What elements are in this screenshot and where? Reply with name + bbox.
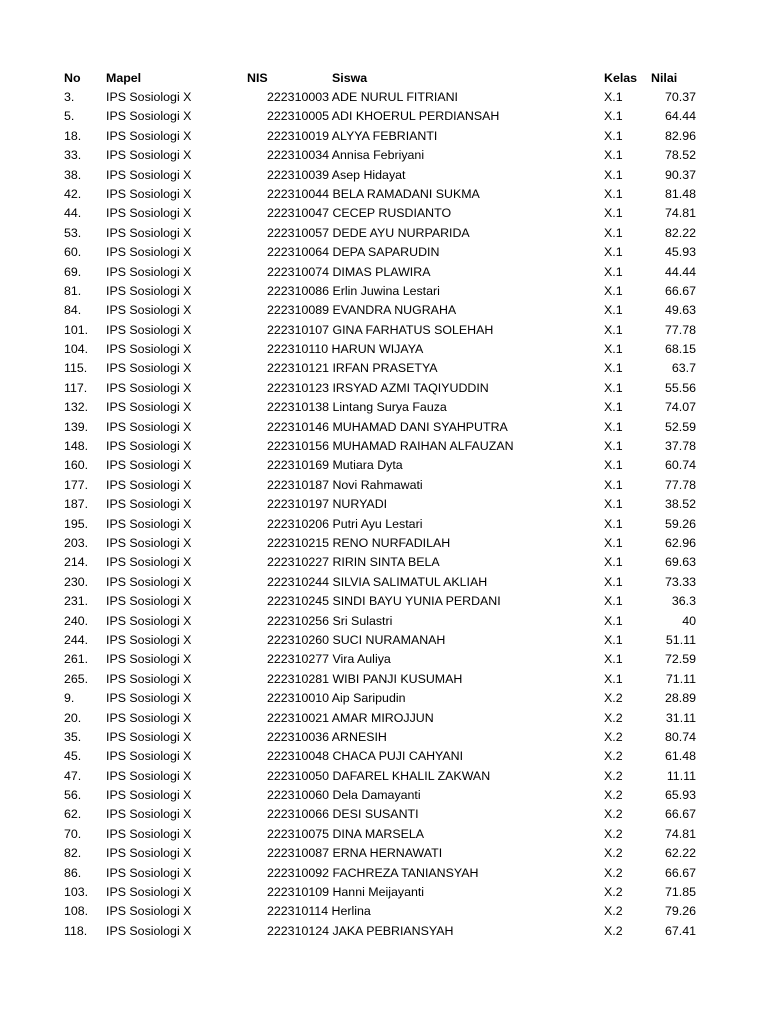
table-row (0, 534, 768, 553)
header-kelas: Kelas (604, 71, 638, 85)
cell-nilai: 37.78 (664, 439, 696, 454)
cell-mapel: IPS Sosiologi X (106, 574, 192, 589)
cell-no: 86. (64, 865, 82, 880)
table-row (0, 263, 768, 282)
cell-nilai: 71.11 (665, 671, 696, 686)
cell-nis-siswa: 222310005 ADI KHOERUL PERDIANSAH (267, 109, 500, 124)
cell-mapel: IPS Sosiologi X (106, 865, 192, 880)
table-row (0, 883, 768, 902)
cell-nis-siswa: 222310047 CECEP RUSDIANTO (267, 206, 452, 221)
cell-nilai: 66.67 (664, 283, 696, 298)
cell-nilai: 38.52 (664, 497, 696, 512)
cell-nilai: 70.37 (664, 90, 696, 104)
cell-nilai: 28.89 (664, 691, 696, 706)
table-row (0, 864, 768, 883)
table-row (0, 301, 768, 320)
cell-kelas: X.2 (604, 826, 623, 841)
table-row (0, 340, 768, 359)
cell-nilai: 40 (682, 613, 696, 628)
header-nis: NIS (247, 71, 268, 85)
cell-kelas: X.1 (604, 264, 623, 279)
cell-nilai: 78.52 (664, 148, 696, 163)
cell-nilai: 74.07 (664, 400, 696, 415)
table-row (0, 553, 768, 572)
cell-mapel: IPS Sosiologi X (106, 167, 192, 182)
cell-mapel: IPS Sosiologi X (106, 303, 192, 318)
cell-no: 108. (64, 904, 89, 919)
cell-no: 33. (64, 148, 82, 163)
cell-mapel: IPS Sosiologi X (106, 885, 192, 900)
cell-mapel: IPS Sosiologi X (106, 652, 192, 667)
table-row (0, 515, 768, 534)
cell-no: 244. (64, 632, 89, 647)
cell-no: 104. (64, 342, 89, 357)
cell-no: 18. (64, 128, 82, 143)
table-row (0, 728, 768, 747)
cell-no: 103. (64, 885, 89, 900)
cell-mapel: IPS Sosiologi X (106, 283, 192, 298)
cell-kelas: X.1 (604, 594, 623, 609)
table-row (0, 224, 768, 243)
cell-nis-siswa: 222310086 Erlin Juwina Lestari (267, 283, 440, 298)
cell-nis-siswa: 222310021 AMAR MIROJJUN (267, 710, 434, 725)
cell-no: 47. (64, 768, 82, 783)
cell-nilai: 51.11 (665, 632, 696, 647)
cell-nilai: 69.63 (664, 555, 696, 570)
cell-kelas: X.2 (604, 710, 623, 725)
cell-kelas: X.2 (604, 749, 623, 764)
cell-nis-siswa: 222310110 HARUN WIJAYA (267, 342, 424, 357)
cell-nis-siswa: 222310244 SILVIA SALIMATUL AKLIAH (267, 574, 488, 589)
cell-nilai: 74.81 (664, 206, 696, 221)
table-row (0, 476, 768, 495)
cell-nis-siswa: 222310039 Asep Hidayat (267, 167, 406, 182)
cell-nilai: 11.11 (666, 768, 696, 783)
cell-kelas: X.2 (604, 846, 623, 861)
table-row (0, 437, 768, 456)
cell-kelas: X.1 (604, 632, 623, 647)
cell-no: 81. (64, 283, 82, 298)
cell-no: 20. (64, 710, 82, 725)
cell-nilai: 64.44 (664, 109, 696, 124)
cell-nis-siswa: 222310064 DEPA SAPARUDIN (267, 245, 440, 260)
cell-no: 214. (64, 555, 89, 570)
cell-nilai: 80.74 (664, 729, 696, 744)
cell-mapel: IPS Sosiologi X (106, 671, 192, 686)
cell-nilai: 59.26 (664, 516, 696, 531)
cell-mapel: IPS Sosiologi X (106, 613, 192, 628)
cell-nis-siswa: 222310034 Annisa Febriyani (267, 148, 425, 163)
cell-no: 139. (64, 419, 89, 434)
table-row (0, 166, 768, 185)
cell-kelas: X.2 (604, 788, 623, 803)
cell-no: 70. (64, 826, 82, 841)
table-row (0, 107, 768, 126)
cell-no: 148. (64, 439, 89, 454)
table-row (0, 709, 768, 728)
header-row (0, 68, 768, 88)
cell-nilai: 67.41 (664, 923, 696, 938)
table-row (0, 922, 768, 941)
cell-kelas: X.2 (604, 904, 623, 919)
table-row (0, 243, 768, 262)
table-row (0, 786, 768, 805)
cell-kelas: X.2 (604, 885, 623, 900)
cell-nilai: 62.96 (664, 535, 696, 550)
cell-mapel: IPS Sosiologi X (106, 555, 192, 570)
cell-kelas: X.1 (604, 574, 623, 589)
cell-mapel: IPS Sosiologi X (106, 361, 192, 376)
table-row (0, 146, 768, 165)
cell-no: 187. (64, 497, 89, 512)
table-row (0, 592, 768, 611)
cell-mapel: IPS Sosiologi X (106, 632, 192, 647)
table-row (0, 418, 768, 437)
cell-mapel: IPS Sosiologi X (106, 186, 192, 201)
cell-no: 177. (64, 477, 89, 492)
cell-kelas: X.2 (604, 923, 623, 938)
cell-nilai: 45.93 (664, 245, 696, 260)
cell-mapel: IPS Sosiologi X (106, 419, 192, 434)
cell-mapel: IPS Sosiologi X (106, 826, 192, 841)
cell-no: 101. (64, 322, 89, 337)
cell-mapel: IPS Sosiologi X (106, 923, 192, 938)
cell-kelas: X.2 (604, 865, 623, 880)
cell-mapel: IPS Sosiologi X (106, 516, 192, 531)
cell-no: 203. (64, 535, 89, 550)
cell-mapel: IPS Sosiologi X (106, 846, 192, 861)
cell-mapel: IPS Sosiologi X (106, 342, 192, 357)
cell-nilai: 66.67 (664, 865, 696, 880)
table-row (0, 573, 768, 592)
cell-nis-siswa: 222310138 Lintang Surya Fauza (267, 400, 447, 415)
cell-kelas: X.1 (604, 225, 623, 240)
cell-mapel: IPS Sosiologi X (106, 691, 192, 706)
cell-kelas: X.1 (604, 497, 623, 512)
cell-nis-siswa: 222310260 SUCI NURAMANAH (267, 632, 446, 647)
cell-kelas: X.2 (604, 729, 623, 744)
cell-nilai: 55.56 (664, 380, 696, 395)
cell-nis-siswa: 222310215 RENO NURFADILAH (267, 535, 451, 550)
table-row (0, 185, 768, 204)
table-row (0, 456, 768, 475)
cell-mapel: IPS Sosiologi X (106, 439, 192, 454)
cell-mapel: IPS Sosiologi X (106, 245, 192, 260)
table-row (0, 127, 768, 146)
cell-no: 56. (64, 788, 82, 803)
table-row (0, 650, 768, 669)
cell-no: 38. (64, 167, 82, 182)
cell-nis-siswa: 222310206 Putri Ayu Lestari (267, 516, 423, 531)
cell-kelas: X.1 (604, 380, 623, 395)
cell-no: 3. (64, 90, 75, 104)
table-row (0, 612, 768, 631)
cell-nis-siswa: 222310277 Vira Auliya (267, 652, 391, 667)
table-row (0, 495, 768, 514)
cell-nilai: 52.59 (664, 419, 696, 434)
cell-mapel: IPS Sosiologi X (106, 380, 192, 395)
table-row (0, 767, 768, 786)
cell-no: 5. (64, 109, 75, 124)
cell-kelas: X.1 (604, 322, 623, 337)
cell-nis-siswa: 222310092 FACHREZA TANIANSYAH (267, 865, 479, 880)
cell-nis-siswa: 222310087 ERNA HERNAWATI (267, 846, 443, 861)
cell-nilai: 31.11 (665, 710, 696, 725)
table-row (0, 321, 768, 340)
cell-no: 240. (64, 613, 89, 628)
cell-kelas: X.1 (604, 128, 623, 143)
cell-nis-siswa: 222310256 Sri Sulastri (267, 613, 393, 628)
table-row (0, 379, 768, 398)
cell-nis-siswa: 222310010 Aip Saripudin (267, 691, 406, 706)
cell-kelas: X.1 (604, 516, 623, 531)
cell-nilai: 77.78 (664, 477, 696, 492)
cell-no: 9. (64, 691, 75, 706)
cell-mapel: IPS Sosiologi X (106, 594, 192, 609)
cell-nis-siswa: 222310109 Hanni Meijayanti (267, 885, 425, 900)
cell-nilai: 82.96 (664, 128, 696, 143)
cell-nis-siswa: 222310281 WIBI PANJI KUSUMAH (267, 671, 463, 686)
cell-mapel: IPS Sosiologi X (106, 768, 192, 783)
cell-mapel: IPS Sosiologi X (106, 535, 192, 550)
cell-nis-siswa: 222310169 Mutiara Dyta (267, 458, 403, 473)
cell-kelas: X.1 (604, 458, 623, 473)
cell-kelas: X.1 (604, 303, 623, 318)
cell-mapel: IPS Sosiologi X (106, 128, 192, 143)
cell-mapel: IPS Sosiologi X (106, 729, 192, 744)
cell-mapel: IPS Sosiologi X (106, 788, 192, 803)
cell-no: 231. (64, 594, 89, 609)
cell-kelas: X.1 (604, 535, 623, 550)
cell-kelas: X.2 (604, 691, 623, 706)
cell-mapel: IPS Sosiologi X (106, 225, 192, 240)
cell-kelas: X.1 (604, 206, 623, 221)
cell-kelas: X.1 (604, 90, 623, 104)
cell-nis-siswa: 222310019 ALYYA FEBRIANTI (267, 128, 438, 143)
cell-nilai: 68.15 (664, 342, 696, 357)
table-row (0, 902, 768, 921)
cell-nis-siswa: 222310156 MUHAMAD RAIHAN ALFAUZAN (267, 439, 514, 454)
cell-nilai: 66.67 (664, 807, 696, 822)
cell-kelas: X.1 (604, 361, 623, 376)
cell-mapel: IPS Sosiologi X (106, 90, 192, 104)
cell-nis-siswa: 222310074 DIMAS PLAWIRA (267, 264, 431, 279)
table-row (0, 631, 768, 650)
cell-no: 117. (64, 380, 88, 395)
cell-kelas: X.1 (604, 186, 623, 201)
cell-no: 84. (64, 303, 82, 318)
table-row (0, 282, 768, 301)
cell-nilai: 44.44 (664, 264, 696, 279)
cell-nis-siswa: 222310121 IRFAN PRASETYA (267, 361, 438, 376)
cell-mapel: IPS Sosiologi X (106, 458, 192, 473)
cell-nis-siswa: 222310060 Dela Damayanti (267, 788, 421, 803)
cell-nis-siswa: 222310123 IRSYAD AZMI TAQIYUDDIN (267, 380, 489, 395)
cell-no: 132. (64, 400, 89, 415)
cell-nilai: 63.7 (671, 361, 696, 376)
table-row (0, 825, 768, 844)
cell-no: 195. (64, 516, 89, 531)
table-row (0, 204, 768, 223)
table-row (0, 670, 768, 689)
cell-kelas: X.1 (604, 148, 623, 163)
cell-nilai: 65.93 (664, 788, 696, 803)
cell-mapel: IPS Sosiologi X (106, 400, 192, 415)
table-row (0, 88, 768, 107)
table-row (0, 359, 768, 378)
cell-nis-siswa: 222310050 DAFAREL KHALIL ZAKWAN (267, 768, 491, 783)
table-row (0, 689, 768, 708)
cell-nis-siswa: 222310089 EVANDRA NUGRAHA (267, 303, 457, 318)
table-row (0, 747, 768, 766)
cell-nis-siswa: 222310057 DEDE AYU NURPARIDA (267, 225, 470, 240)
header-no: No (64, 71, 81, 85)
cell-no: 69. (64, 264, 82, 279)
cell-no: 115. (64, 361, 88, 376)
cell-kelas: X.1 (604, 342, 623, 357)
cell-kelas: X.1 (604, 245, 623, 260)
table-row (0, 844, 768, 863)
table-body (0, 88, 768, 941)
cell-mapel: IPS Sosiologi X (106, 477, 192, 492)
table-row (0, 398, 768, 417)
cell-kelas: X.1 (604, 477, 623, 492)
cell-kelas: X.1 (604, 613, 623, 628)
cell-kelas: X.1 (604, 671, 623, 686)
cell-nilai: 49.63 (664, 303, 696, 318)
cell-kelas: X.1 (604, 167, 623, 182)
cell-nilai: 82.22 (664, 225, 696, 240)
header-mapel: Mapel (106, 71, 142, 85)
cell-mapel: IPS Sosiologi X (106, 206, 192, 221)
cell-kelas: X.1 (604, 283, 623, 298)
cell-no: 44. (64, 206, 82, 221)
cell-no: 35. (64, 729, 82, 744)
cell-mapel: IPS Sosiologi X (106, 109, 192, 124)
cell-nis-siswa: 222310146 MUHAMAD DANI SYAHPUTRA (267, 419, 508, 434)
cell-mapel: IPS Sosiologi X (106, 148, 192, 163)
cell-nilai: 36.3 (671, 594, 696, 609)
cell-mapel: IPS Sosiologi X (106, 264, 192, 279)
grade-sheet (0, 68, 768, 941)
cell-no: 53. (64, 225, 82, 240)
cell-kelas: X.2 (604, 768, 623, 783)
cell-nis-siswa: 222310048 CHACA PUJI CAHYANI (267, 749, 464, 764)
cell-nis-siswa: 222310124 JAKA PEBRIANSYAH (267, 923, 454, 938)
cell-nilai: 77.78 (664, 322, 696, 337)
cell-nilai: 60.74 (664, 458, 696, 473)
cell-no: 118. (64, 923, 88, 938)
cell-no: 265. (64, 671, 89, 686)
cell-mapel: IPS Sosiologi X (106, 322, 192, 337)
cell-no: 60. (64, 245, 82, 260)
cell-mapel: IPS Sosiologi X (106, 904, 192, 919)
cell-nis-siswa: 222310227 RIRIN SINTA BELA (267, 555, 440, 570)
cell-no: 42. (64, 186, 82, 201)
cell-nilai: 90.37 (664, 167, 696, 182)
cell-mapel: IPS Sosiologi X (106, 497, 192, 512)
cell-kelas: X.1 (604, 419, 623, 434)
cell-nis-siswa: 222310187 Novi Rahmawati (267, 477, 423, 492)
cell-kelas: X.1 (604, 400, 623, 415)
cell-nis-siswa: 222310003 ADE NURUL FITRIANI (267, 90, 458, 104)
cell-kelas: X.2 (604, 807, 623, 822)
cell-nis-siswa: 222310107 GINA FARHATUS SOLEHAH (267, 322, 494, 337)
cell-nis-siswa: 222310044 BELA RAMADANI SUKMA (267, 186, 480, 201)
header-nilai: Nilai (651, 71, 678, 85)
cell-no: 62. (64, 807, 82, 822)
cell-nilai: 71.85 (664, 885, 696, 900)
cell-no: 160. (64, 458, 89, 473)
cell-nilai: 73.33 (664, 574, 696, 589)
cell-nilai: 74.81 (664, 826, 696, 841)
cell-nis-siswa: 222310066 DESI SUSANTI (267, 807, 419, 822)
cell-mapel: IPS Sosiologi X (106, 807, 192, 822)
cell-no: 82. (64, 846, 82, 861)
cell-mapel: IPS Sosiologi X (106, 710, 192, 725)
cell-mapel: IPS Sosiologi X (106, 749, 192, 764)
cell-kelas: X.1 (604, 439, 623, 454)
cell-nilai: 72.59 (664, 652, 696, 667)
cell-kelas: X.1 (604, 555, 623, 570)
cell-kelas: X.1 (604, 652, 623, 667)
cell-nis-siswa: 222310075 DINA MARSELA (267, 826, 425, 841)
cell-nilai: 62.22 (664, 846, 696, 861)
cell-nis-siswa: 222310036 ARNESIH (267, 729, 387, 744)
cell-nis-siswa: 222310197 NURYADI (267, 497, 388, 512)
cell-no: 261. (64, 652, 89, 667)
cell-nilai: 81.48 (664, 186, 696, 201)
cell-nis-siswa: 222310114 Herlina (267, 904, 371, 919)
cell-nis-siswa: 222310245 SINDI BAYU YUNIA PERDANI (267, 594, 501, 609)
cell-no: 45. (64, 749, 82, 764)
table-row (0, 805, 768, 824)
header-siswa: Siswa (332, 71, 368, 85)
cell-no: 230. (64, 574, 89, 589)
cell-nilai: 61.48 (664, 749, 696, 764)
cell-kelas: X.1 (604, 109, 623, 124)
cell-nilai: 79.26 (664, 904, 696, 919)
